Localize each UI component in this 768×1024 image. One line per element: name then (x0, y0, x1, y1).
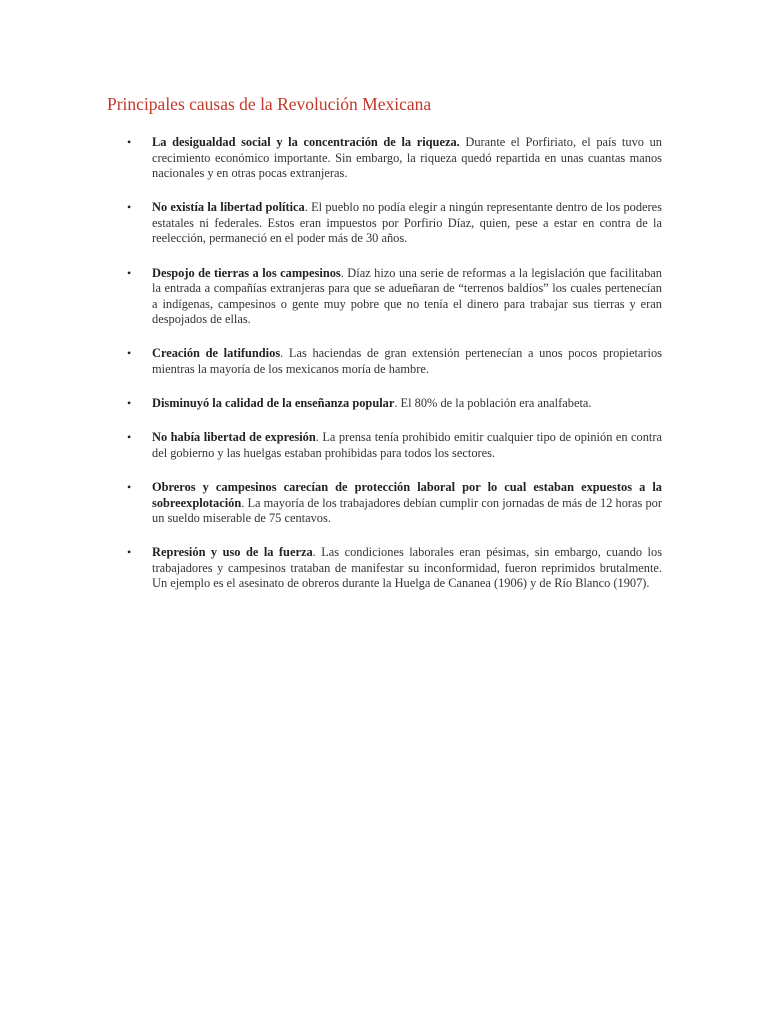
item-text: . Las condiciones laborales eran pésimas, sin embargo, cuando los trabajadores y campesinos trataban de manifestar su inconformidad, fueron reprimidos brutalmente. Un ejemplo es el asesinato de obreros durante la Huelga de Cananea (1906) y de Río Blanco (1907). (152, 545, 663, 591)
list-item (127, 135, 662, 182)
item-text: . Las haciendas de gran extensión pertenecían a unos pocos propietarios mientras la mayoría de los mexicanos moría de hambre. (152, 346, 663, 377)
list-item (127, 396, 662, 412)
list-item (127, 346, 662, 377)
list-item (127, 480, 662, 527)
item-heading: Obreros y campesinos carecían de protección laboral por lo cual estaban expuestos a la sobreexplotación (152, 479, 662, 510)
item-text: . El 80% de la población era analfabeta. (394, 396, 592, 411)
bullet-icon: • (127, 265, 132, 280)
item-heading: No había libertad de expresión (152, 430, 316, 445)
bullet-icon: • (127, 479, 132, 494)
causes-list (127, 135, 662, 610)
bullet-icon: • (127, 346, 132, 361)
bullet-icon: • (127, 430, 132, 445)
item-text: . Díaz hizo una serie de reformas a la legislación que facilitaban la entrada a compañías extranjeras para que se adueñaran de “terrenos baldíos” los cuales pertenecían a indígenas, campesinos o gente muy pobre que no tenía el dinero para trabajar sus tierras y eran despojados de ellas. (152, 265, 662, 327)
bullet-icon: • (127, 200, 132, 215)
item-heading: Despojo de tierras a los campesinos (152, 265, 341, 280)
bullet-icon: • (127, 135, 132, 149)
list-item (127, 200, 662, 247)
item-heading: Represión y uso de la fuerza (152, 545, 313, 560)
list-item (127, 545, 662, 592)
item-heading: Creación de latifundios (152, 346, 281, 361)
bullet-icon: • (127, 545, 132, 560)
item-text: . La prensa tenía prohibido emitir cualquier tipo de opinión en contra del gobierno y las huelgas estaban prohibidas para todos los sectores. (152, 430, 662, 460)
item-heading: La desigualdad social y la concentración de la riqueza. (152, 135, 460, 149)
item-heading: Disminuyó la calidad de la enseñanza popular (152, 396, 395, 411)
item-text: . El pueblo no podía elegir a ningún representante dentro de los poderes estatales ni federales. Estos eran impuestos por Porfirio Díaz, quien, pese a estar en contra de la reelección, permaneció en el poder más de 30 años. (152, 200, 662, 246)
item-heading: No existía la libertad política (152, 200, 305, 215)
page-title: Principales causas de la Revolución Mexicana (107, 94, 432, 114)
item-text: Durante el Porfiriato, el país tuvo un crecimiento económico importante. Sin embargo, la riqueza quedó repartida en unas cuantas manos nacionales y en otras pocas extranjeras. (152, 135, 662, 181)
bullet-icon: • (127, 396, 132, 411)
list-item (127, 266, 662, 328)
list-item (127, 430, 662, 461)
item-text: . La mayoría de los trabajadores debían cumplir con jornadas de más de 12 horas por un sueldo miserable de 75 centavos. (152, 495, 662, 526)
